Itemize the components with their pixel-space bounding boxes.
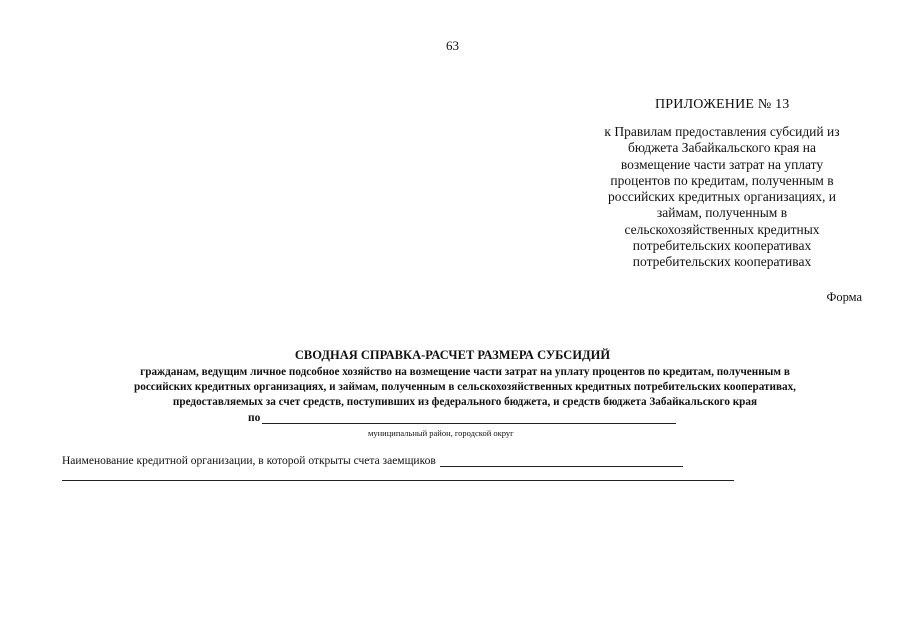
appendix-description-line: потребительских кооперативах [632,238,812,254]
document-subtitle-line: гражданам, ведущим личное подсобное хозяйство на возмещение части затрат на уплату процентов по кредитам, полученным в [140,366,790,378]
document-subtitle [50,365,880,410]
appendix-description-line: потребительских кооперативах [632,254,812,270]
appendix-description-line: возмещение части затрат на уплату [620,156,824,172]
creditor-fill-line-continued[interactable] [62,480,734,481]
creditor-fill-line[interactable] [440,455,683,467]
appendix-description-line: российских кредитных организациях, и [608,189,836,205]
district-field-row [248,412,676,424]
document-subtitle-line: предоставляемых за счет средств, поступивших из федерального бюджета, и средств бюджета Забайкальского края [172,396,758,408]
creditor-field-row [62,455,683,467]
district-fill-line[interactable] [262,412,676,424]
appendix-title: ПРИЛОЖЕНИЕ № 13 [655,97,790,112]
creditor-label: Наименование кредитной организации, в которой открыты счета заемщиков [62,455,436,467]
appendix-description-line: займам, полученным в [656,205,788,221]
page-number: 63 [446,38,459,53]
appendix-description-line: процентов по кредитам, полученным в [610,172,834,188]
district-caption: муниципальный район, городской округ [368,428,514,438]
appendix-description-line: бюджета Забайкальского края на [628,140,816,156]
appendix-description-line: к Правилам предоставления субсидий из [604,124,840,139]
document-title: СВОДНАЯ СПРАВКА-РАСЧЕТ РАЗМЕРА СУБСИДИЙ [294,348,611,362]
district-prefix-label: по [248,412,261,424]
document-subtitle-line: российских кредитных организациях, и займам, полученным в сельскохозяйственных кредитных потребительских кооперативах, [134,381,796,393]
appendix-description-line: сельскохозяйственных кредитных [624,221,820,237]
form-label: Форма [826,290,862,304]
appendix-description [582,124,862,271]
